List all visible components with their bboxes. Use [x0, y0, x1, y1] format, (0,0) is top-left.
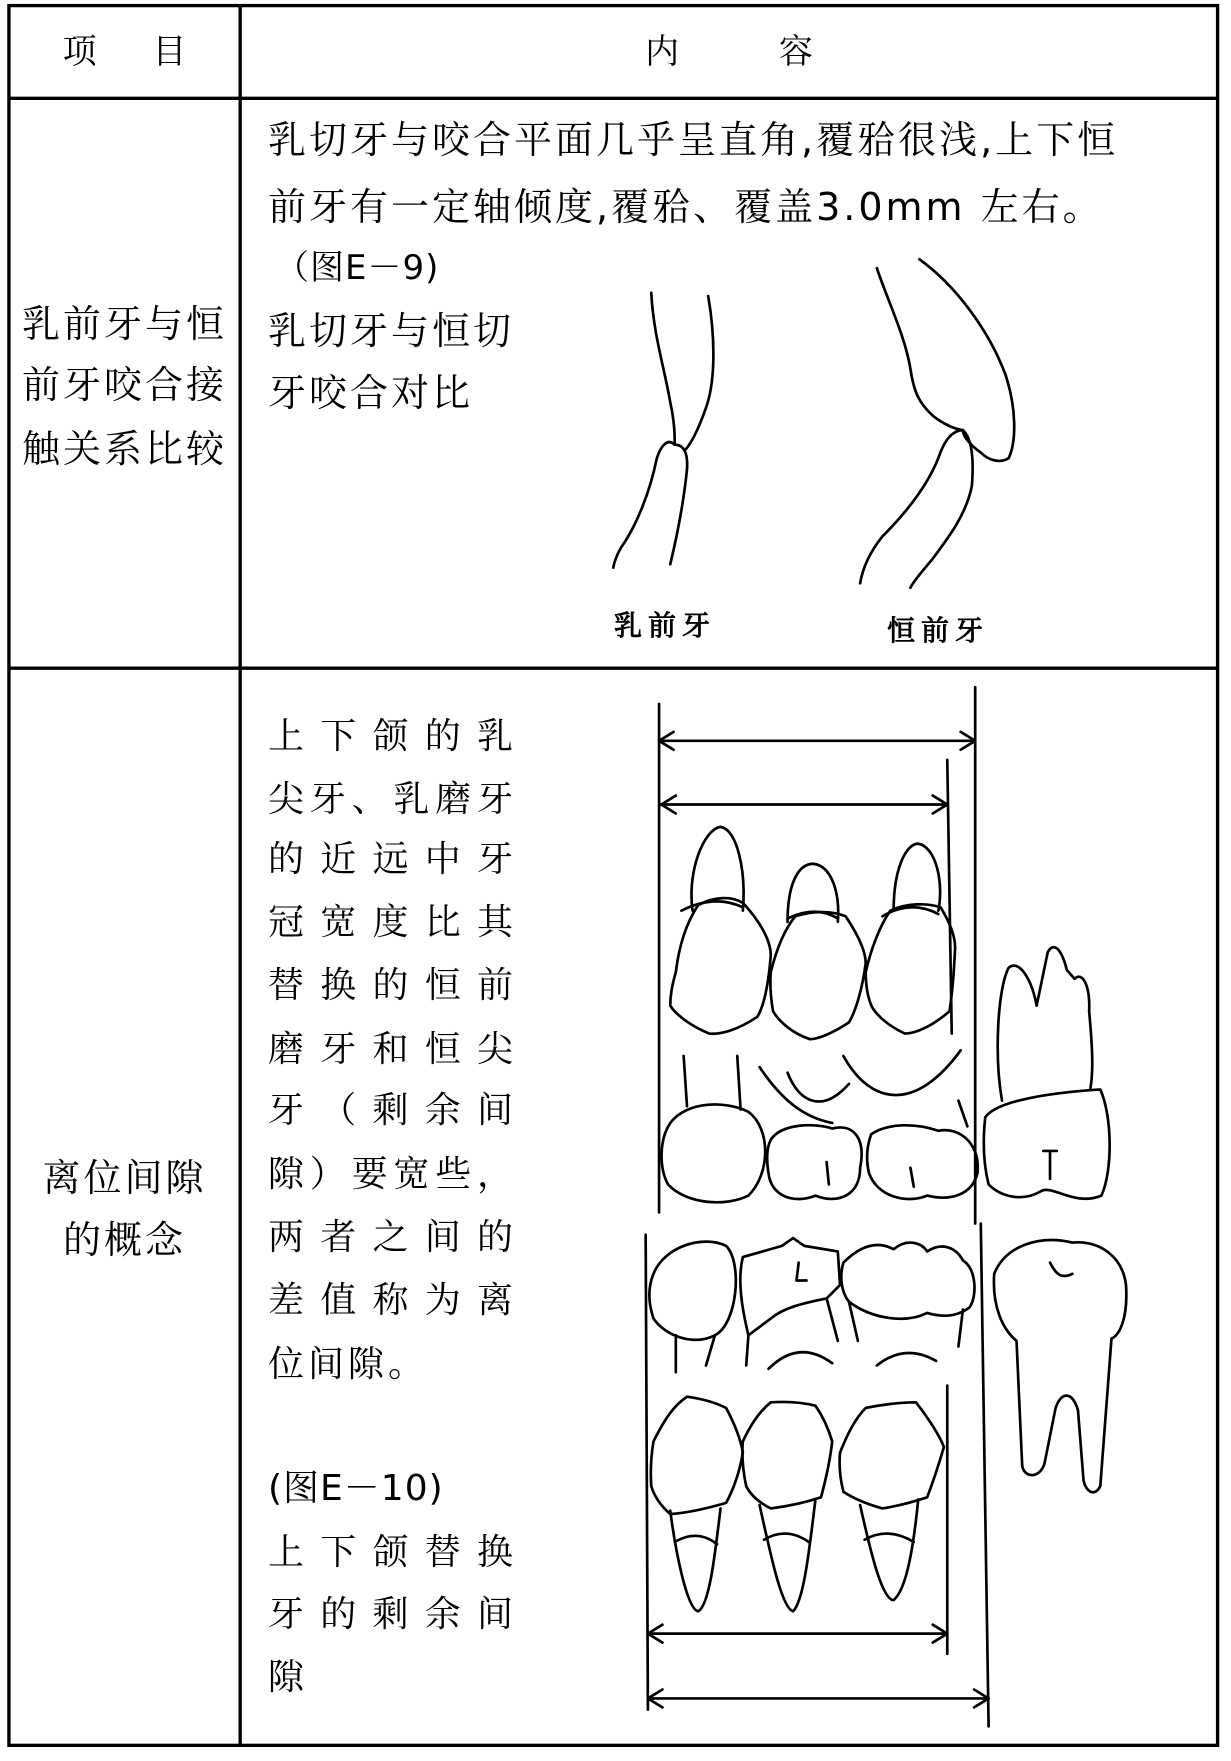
content-text-line: 冠宽度比其 [268, 902, 513, 943]
width-arrow-permanent-upper [661, 796, 947, 814]
width-arrow-primary-upper [659, 732, 975, 750]
content-text-line: 上下颌的乳 [268, 716, 513, 757]
content-text-line: 的近远中牙 [268, 839, 513, 880]
lower-primary-second-molar-tooth [841, 1243, 974, 1347]
boundary-line [947, 760, 951, 1034]
permanent-lower-incisor-outline [860, 430, 963, 583]
figure-reference: (图E－10) [268, 1468, 444, 1509]
row-label-line: 触关系比较 [21, 427, 227, 471]
width-arrow-primary-lower [648, 1689, 989, 1707]
lower-first-molar-tooth [994, 1240, 1126, 1492]
primary-lower-incisor-outline [670, 445, 687, 565]
row-label-line: 离位间隙 [42, 1156, 207, 1200]
upper-first-molar-tooth [984, 947, 1110, 1199]
permanent-upper-incisor-outline [877, 268, 963, 430]
primary-upper-incisor-outline [651, 293, 674, 445]
header-item-label: 项 目 [62, 32, 187, 72]
boundary-line [981, 1224, 989, 1727]
figure-caption-line: 上下颌替换 [268, 1532, 513, 1573]
primary-lower-incisor-outline [613, 442, 674, 568]
lower-primary-canine-tooth [649, 1242, 736, 1373]
figure-reference: （图E－9) [275, 248, 440, 288]
width-arrow-permanent-lower [648, 1625, 947, 1643]
row-label-line: 的概念 [62, 1218, 186, 1262]
upper-canine-tooth [670, 827, 771, 1034]
lower-premolar-tooth [742, 1402, 832, 1611]
header-content-label: 内 容 [645, 32, 813, 72]
content-text-line: 牙（剩余间 [268, 1090, 513, 1131]
table-outer-border [9, 6, 1218, 1746]
lower-primary-first-molar-tooth [740, 1238, 840, 1365]
upper-premolar-tooth [770, 864, 865, 1039]
lower-premolar-tooth [840, 1402, 944, 1600]
upper-premolar-tooth [866, 844, 955, 1034]
permanent-lower-incisor-outline [910, 430, 972, 588]
content-text-line: 隙）要宽些， [268, 1154, 513, 1195]
content-text-line: 磨牙和恒尖 [268, 1029, 513, 1070]
table-grid [9, 6, 1218, 1746]
figure-caption-line: 隙 [268, 1657, 309, 1698]
content-text-line: 位间隙。 [268, 1344, 429, 1385]
figure-e9-permanent-incisors [860, 259, 1014, 588]
figure-label-permanent-incisors: 恒前牙 [886, 614, 989, 647]
upper-primary-first-molar-tooth [760, 1067, 862, 1199]
figure-caption-line: 牙的剩余间 [268, 1594, 513, 1635]
figure-caption-line: 牙咬合对比 [268, 371, 474, 415]
upper-primary-second-molar-tooth [843, 1050, 977, 1199]
content-text-line: 差值称为离 [268, 1280, 513, 1321]
content-text-line: 尖牙、乳磨牙 [268, 779, 513, 820]
content-text-line: 乳切牙与咬合平面几乎呈直角,覆𬌗很浅,上下恒 [268, 118, 1119, 162]
figure-label-primary-incisors: 乳前牙 [613, 609, 716, 642]
upper-primary-canine-tooth [662, 1056, 766, 1202]
content-text-line: 替换的恒前 [268, 965, 513, 1006]
content-text-line: 前牙有一定轴倾度,覆𬌗、覆盖3.0mm 左右。 [268, 185, 1104, 229]
content-text-line: 两者之间的 [268, 1217, 513, 1258]
figure-e10-dentition [646, 687, 1127, 1726]
row-label-line: 前牙咬合接 [21, 363, 227, 407]
lower-canine-tooth [651, 1397, 743, 1612]
lower-successor-cusp-arc [769, 1352, 833, 1369]
primary-upper-incisor-outline [686, 296, 714, 449]
lower-successor-cusp-arc [877, 1353, 936, 1365]
figure-caption-line: 乳切牙与恒切 [268, 309, 515, 353]
boundary-line [646, 1235, 648, 1710]
permanent-upper-incisor-outline [919, 259, 1014, 461]
row-label-line: 乳前牙与恒 [21, 302, 227, 346]
figure-e9-primary-incisors [613, 293, 713, 568]
